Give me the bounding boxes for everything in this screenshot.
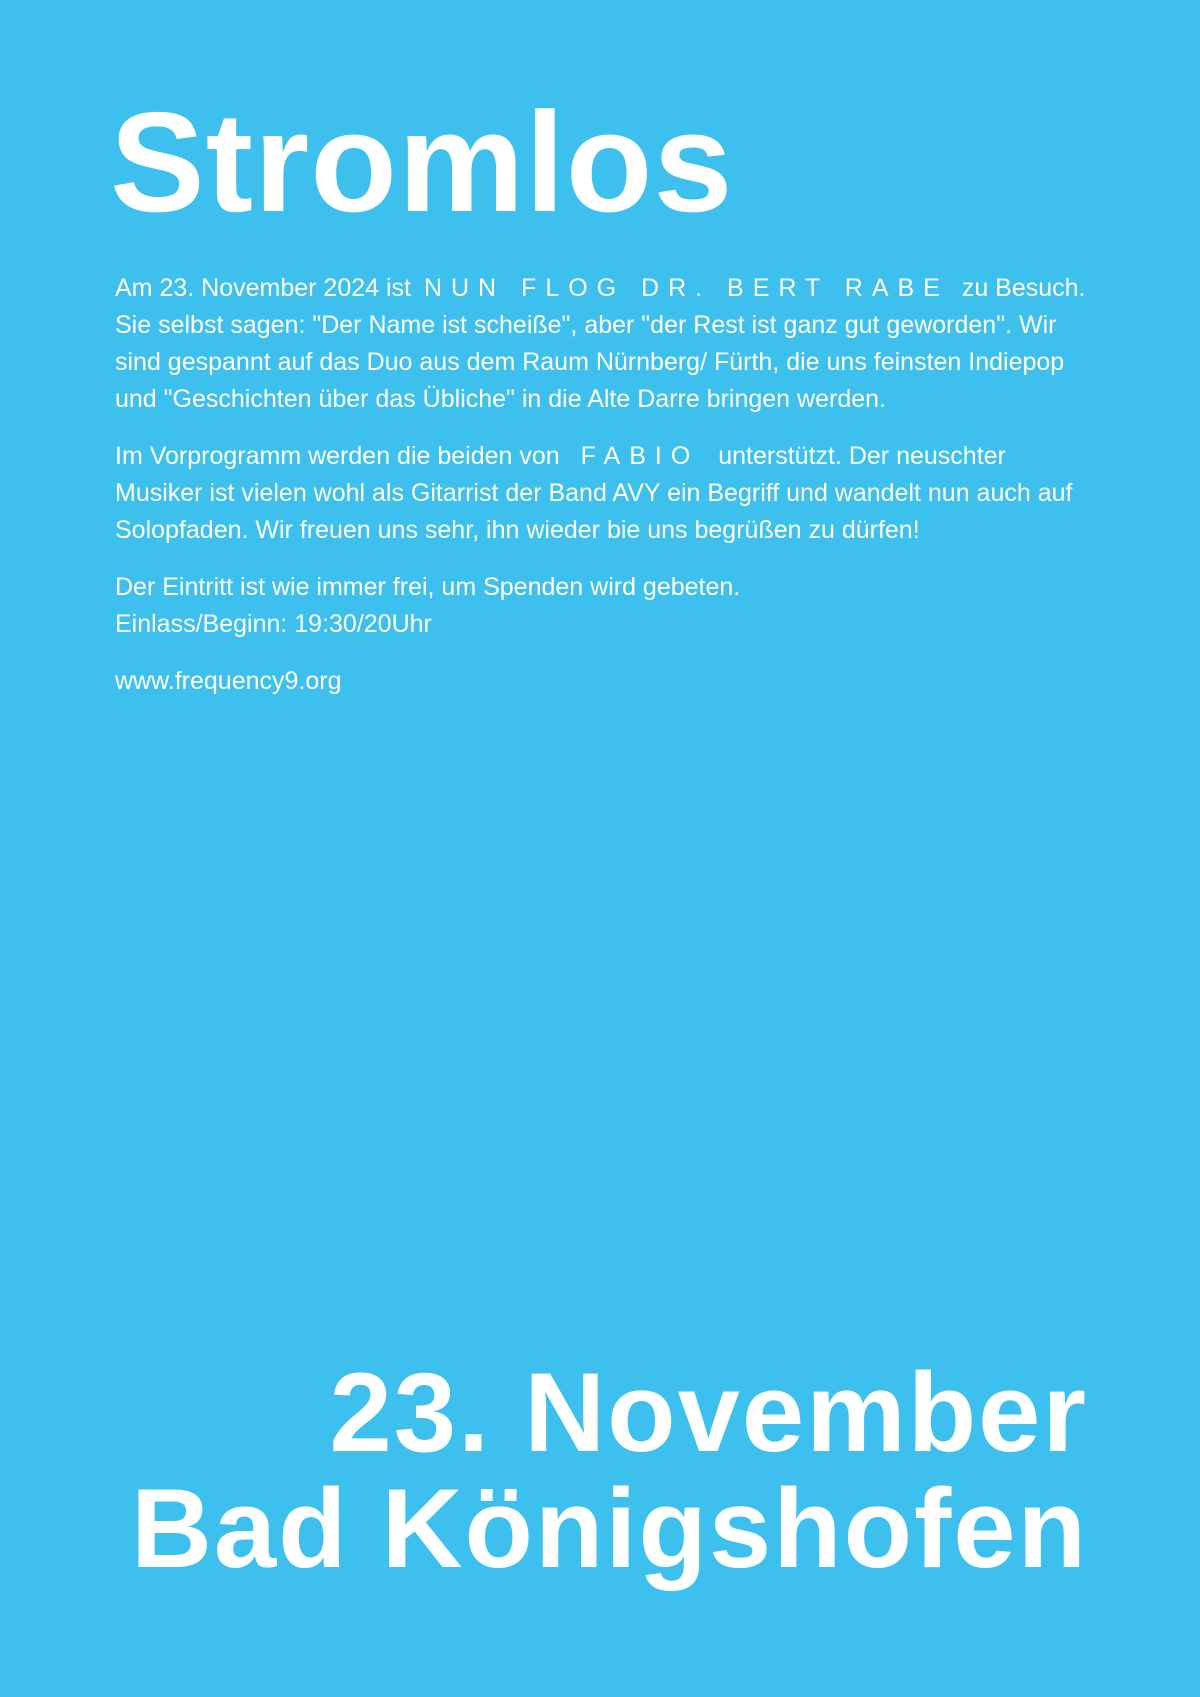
intro-text-after: zu Besuch. Sie selbst sagen: "Der Name ist scheiße", aber "der Rest ist ganz gut geworden". Wir sind gespannt auf das Duo aus dem Raum Nürnberg/ Fürth, die uns feinsten Indiepop und "Geschichten über das Übliche" in die Alte Darre bringen werden. — [115, 274, 1086, 413]
intro-paragraph — [115, 270, 1095, 418]
website-paragraph — [115, 663, 1095, 700]
event-date: 23. November — [329, 1350, 1088, 1475]
support-act-name: FABIO — [580, 442, 700, 470]
poster-body — [115, 270, 1095, 720]
support-paragraph — [115, 438, 1095, 549]
admission-paragraph — [115, 569, 1095, 643]
poster-footer — [130, 1350, 1088, 1591]
admission-info: Der Eintritt ist wie immer frei, um Spenden wird gebeten. — [115, 573, 741, 601]
intro-text-before: Am 23. November 2024 ist — [115, 274, 411, 302]
poster-title: Stromlos — [110, 83, 734, 242]
support-text-before: Im Vorprogramm werden die beiden von — [115, 442, 560, 470]
support-text-after: unterstützt. Der neuschter Musiker ist vielen wohl als Gitarrist der Band AVY ein Begriff und wandelt nun auch auf Solopfaden. Wir freuen uns sehr, ihn wieder bie uns begrüßen zu dürfen! — [115, 442, 1073, 544]
entry-times: Einlass/Beginn: 19:30/20Uhr — [115, 610, 432, 638]
website-link: www.frequency9.org — [115, 667, 342, 695]
headliner-name: NUN FLOG DR. BERT RABE — [423, 274, 949, 302]
event-location: Bad Königshofen — [130, 1466, 1088, 1591]
